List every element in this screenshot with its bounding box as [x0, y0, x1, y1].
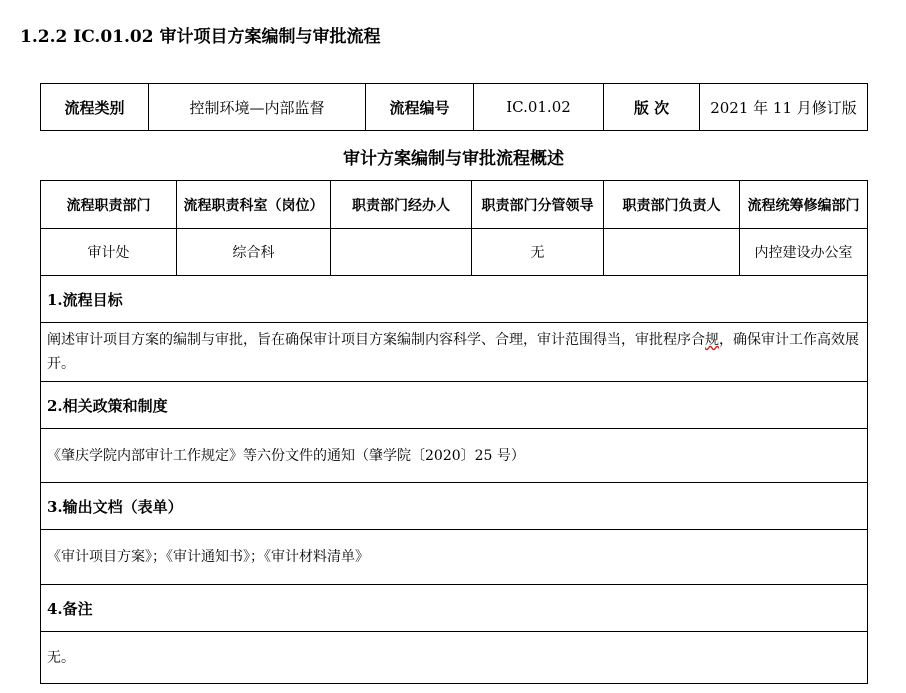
- section-heading-row: [41, 483, 868, 530]
- code-value: IC.01.02: [474, 84, 604, 131]
- section-title: 1.2.2 IC.01.02 审计项目方案编制与审批流程: [20, 27, 381, 47]
- version-value: 2021 年 11 月修订版: [700, 84, 868, 131]
- column-header: 职责部门分管领导: [472, 181, 604, 229]
- column-header: 流程职责科室（岗位）: [177, 181, 331, 229]
- column-value: [604, 229, 740, 276]
- section-heading: 4.备注: [41, 585, 868, 632]
- column-header: 流程职责部门: [41, 181, 177, 229]
- section-body: 《肇庆学院内部审计工作规定》等六份文件的通知（肇学院〔2020〕25 号）: [41, 429, 868, 483]
- column-header: 职责部门经办人: [331, 181, 472, 229]
- column-header: 职责部门负责人: [604, 181, 740, 229]
- responsibility-value-row: [41, 229, 868, 276]
- responsibility-header-row: [41, 181, 868, 229]
- column-value: 审计处: [41, 229, 177, 276]
- section-heading: 2.相关政策和制度: [41, 382, 868, 429]
- column-value: 内控建设办公室: [740, 229, 868, 276]
- overview-title: 审计方案编制与审批流程概述: [343, 149, 564, 169]
- section-body-row: [41, 429, 868, 483]
- section-heading-row: [41, 382, 868, 429]
- section-heading: 3.输出文档（表单）: [41, 483, 868, 530]
- column-header: 流程统筹修编部门: [740, 181, 868, 229]
- section-body-row: [41, 323, 868, 382]
- spellcheck-marked-text: 规: [705, 332, 719, 348]
- version-label: 版 次: [604, 84, 700, 131]
- process-header-row: [41, 84, 868, 131]
- column-value: 无: [472, 229, 604, 276]
- category-value: 控制环境—内部监督: [149, 84, 366, 131]
- process-header-table: [40, 83, 868, 131]
- column-value: [331, 229, 472, 276]
- section-heading-row: [41, 585, 868, 632]
- section-body: [41, 323, 868, 382]
- section-body-row: [41, 530, 868, 585]
- section-body: 无。: [41, 632, 868, 684]
- section-heading-row: [41, 276, 868, 323]
- section-body: 《审计项目方案》；《审计通知书》；《审计材料清单》: [41, 530, 868, 585]
- code-label: 流程编号: [366, 84, 474, 131]
- section-heading: 1.流程目标: [41, 276, 868, 323]
- section-body-text: ，确保审计工作高效展开。: [47, 332, 859, 372]
- process-overview-table: [40, 180, 868, 684]
- section-body-text: 阐述审计项目方案的编制与审批，旨在确保审计项目方案编制内容科学、合理，审计范围得当，审批程序合: [47, 332, 705, 348]
- category-label: 流程类别: [41, 84, 149, 131]
- column-value: 综合科: [177, 229, 331, 276]
- section-body-row: [41, 632, 868, 684]
